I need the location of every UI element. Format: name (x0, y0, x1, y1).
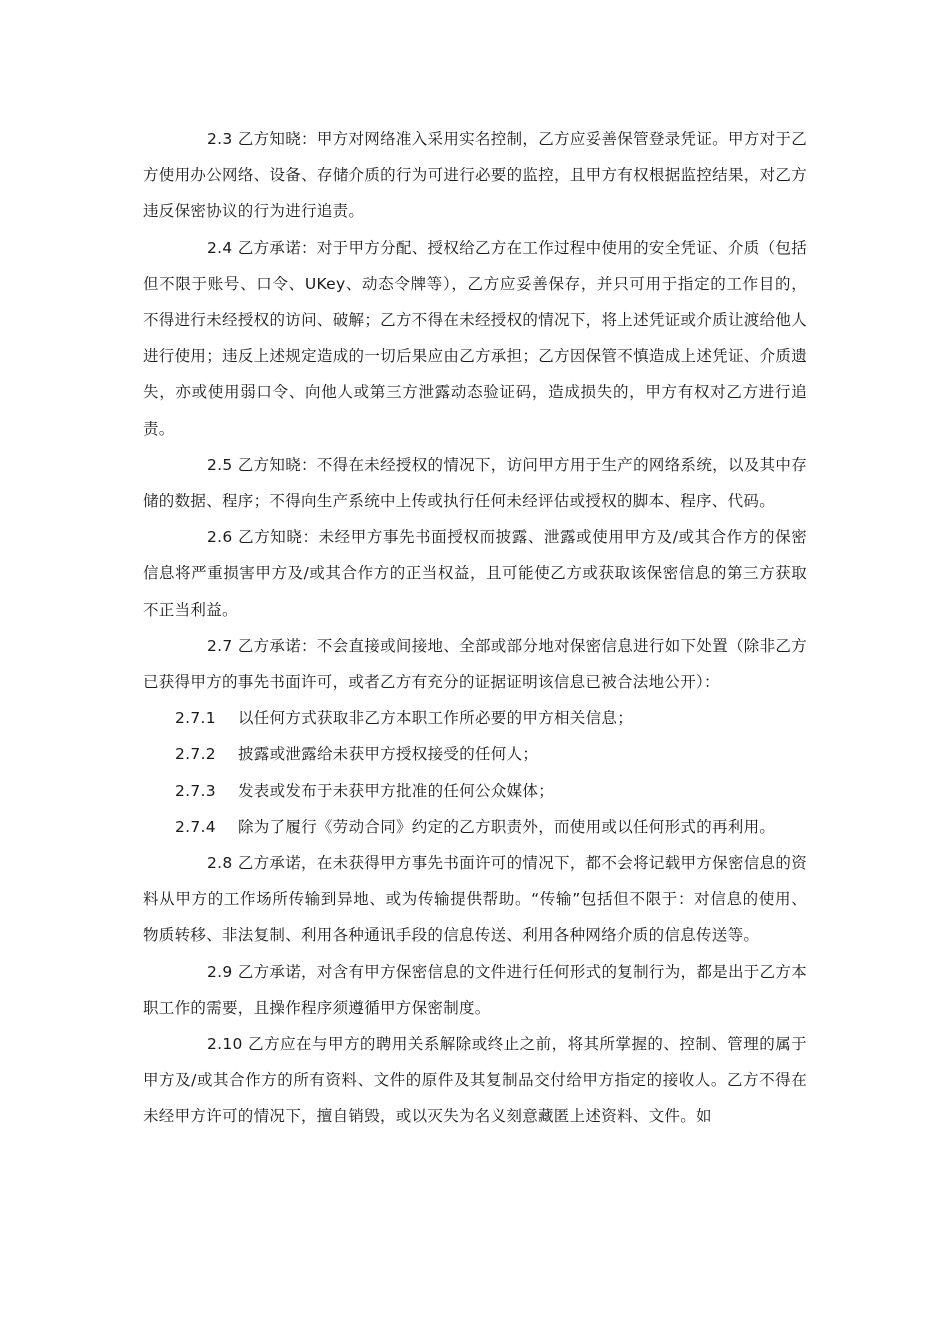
subclause-text: 发表或发布于未获甲方批准的任何公众媒体； (238, 781, 555, 800)
subclause-2-7-2 (143, 736, 807, 772)
subclause-text: 以任何方式获取非乙方本职工作所必要的甲方相关信息； (238, 709, 634, 728)
clause-number: 2.3 (207, 130, 233, 148)
subclause-number: 2.7.4 (175, 817, 216, 836)
clause-text: 乙方应在与甲方的聘用关系解除或终止之前，将其所掌握的、控制、管理的属于甲方及/或其合作方的所有资料、文件的原件及其复制品交付给甲方指定的接收人。乙方不得在未经甲方许可的情况下，擅自销毁，或以灭失为名义刻意藏匿上述资料、文件。如 (143, 1035, 807, 1126)
clause-number: 2.5 (207, 455, 233, 474)
clause-2-4 (143, 230, 807, 447)
clause-text: 乙方承诺，对含有甲方保密信息的文件进行任何形式的复制行为，都是出于乙方本职工作的需要，且操作程序须遵循甲方保密制度。 (143, 962, 807, 1017)
clause-text: 乙方知晓：未经甲方事先书面授权而披露、泄露或使用甲方及/或其合作方的保密信息将严重损害甲方及/或其合作方的正当权益，且可能使乙方或获取该保密信息的第三方获取不正当利益。 (143, 528, 807, 619)
clause-2-7 (143, 628, 807, 700)
clause-2-5 (143, 447, 807, 519)
clause-2-6 (143, 519, 807, 628)
subclause-number: 2.7.3 (175, 781, 216, 800)
clause-number: 2.8 (207, 854, 233, 873)
clause-text: 乙方知晓：不得在未经授权的情况下，访问甲方用于生产的网络系统，以及其中存储的数据、程序；不得向生产系统中上传或执行任何未经评估或授权的脚本、程序、代码。 (143, 455, 807, 511)
subclause-2-7-4 (143, 809, 807, 845)
subclause-text: 披露或泄露给未获甲方授权接受的任何人； (238, 745, 539, 764)
clause-number: 2.10 (207, 1035, 243, 1054)
subclause-2-7-1 (143, 700, 807, 736)
clause-text: 乙方承诺：不会直接或间接地、全部或部分地对保密信息进行如下处置（除非乙方已获得甲方的事先书面许可，或者乙方有充分的证据证明该信息已被合法地公开）： (143, 636, 807, 692)
clause-number: 2.9 (207, 962, 233, 981)
clause-2-8 (143, 845, 807, 954)
clause-number: 2.4 (207, 238, 233, 257)
clause-number: 2.6 (207, 528, 233, 547)
subclause-text: 除为了履行《劳动合同》约定的乙方职责外，而使用或以任何形式的再利用。 (238, 817, 776, 836)
clause-text: 乙方承诺，在未获得甲方事先书面许可的情况下，都不会将记载甲方保密信息的资料从甲方的工作场所传输到异地、或为传输提供帮助。“传输”包括但不限于：对信息的使用、物质转移、非法复制、利用各种通讯手段的信息传送、利用各种网络介质的信息传送等。 (143, 854, 807, 945)
clause-2-9 (143, 954, 807, 1026)
subclause-number: 2.7.1 (175, 709, 216, 728)
clause-2-3 (143, 121, 807, 230)
subclause-2-7-3 (143, 773, 807, 809)
clause-text: 乙方知晓：甲方对网络准入采用实名控制，乙方应妥善保管登录凭证。甲方对于乙方使用办公网络、设备、存储介质的行为可进行必要的监控，且甲方有权根据监控结果，对乙方违反保密协议的行为进行追责。 (143, 130, 807, 221)
clause-text: 乙方承诺：对于甲方分配、授权给乙方在工作过程中使用的安全凭证、介质（包括但不限于账号、口令、UKey、动态令牌等），乙方应妥善保存，并只可用于指定的工作目的，不得进行未经授权的访问、破解；乙方不得在未经授权的情况下，将上述凭证或介质让渡给他人进行使用；违反上述规定造成的一切后果应由乙方承担；乙方因保管不慎造成上述凭证、介质遗失，亦或使用弱口令、向他人或第三方泄露动态验证码，造成损失的，甲方有权对乙方进行追责。 (143, 238, 807, 438)
clause-2-10 (143, 1026, 807, 1135)
clause-number: 2.7 (207, 636, 233, 655)
document-body (143, 121, 807, 1135)
subclause-number: 2.7.2 (175, 745, 216, 764)
